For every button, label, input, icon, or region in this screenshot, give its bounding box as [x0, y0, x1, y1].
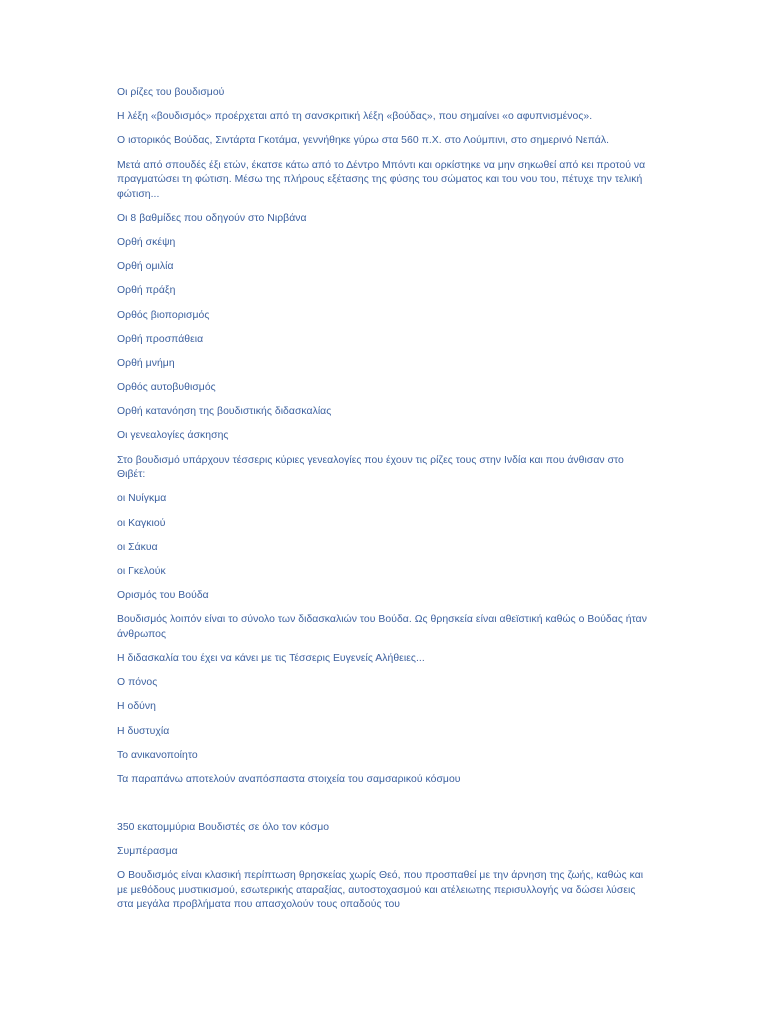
paragraph-followers: 350 εκατομμύρια Βουδιστές σε όλο τον κόσμο	[117, 822, 330, 834]
heading-conclusion: Συμπέρασμα	[117, 846, 178, 858]
heading-eightfold-path: Οι 8 βαθμίδες που οδηγούν στο Νιρβάνα	[117, 212, 307, 224]
list-item-truth-4: Το ανικανοποίητο	[117, 749, 198, 761]
list-item-lineage-1: οι Νυίγκμα	[117, 493, 167, 505]
list-item-lineage-4: οι Γκελούκ	[117, 565, 166, 577]
list-item-path-8: Ορθή κατανόηση της βουδιστικής διδασκαλίας	[117, 406, 332, 418]
empty-line	[117, 797, 647, 821]
paragraph-noble-truths: Η διδασκαλία του έχει να κάνει με τις Τέσσερις Ευγενείς Αλήθειες...	[117, 652, 425, 664]
list-item-lineage-2: οι Καγκιού	[117, 517, 166, 529]
paragraph-samsara: Τα παραπάνω αποτελούν αναπόσπαστα στοιχεία του σαμσαρικού κόσμου	[117, 773, 461, 785]
list-item-truth-1: Ο πόνος	[117, 677, 158, 689]
list-item-path-5: Ορθή προσπάθεια	[117, 333, 204, 345]
list-item-path-1: Ορθή σκέψη	[117, 236, 176, 248]
paragraph-conclusion: Ο Βουδισμός είναι κλασική περίπτωση θρησκείας χωρίς Θεό, που προσπαθεί με την άρνηση της ζωής, καθώς και με μεθόδους μυστικισμού, εσωτερικής αταραξίας, αυτοστοχασμού και ατέλειωτης περισυλλογής να δώσει λύσεις στα μεγάλα προβλήματα που απασχολούν τους οπαδούς του	[117, 870, 644, 911]
list-item-path-7: Ορθός αυτοβυθισμός	[117, 382, 216, 394]
list-item-path-2: Ορθή ομιλία	[117, 261, 174, 273]
heading-definition: Ορισμός του Βούδα	[117, 590, 209, 602]
list-item-path-3: Ορθή πράξη	[117, 285, 176, 297]
paragraph-word-origin: Η λέξη «βουδισμός» προέρχεται από τη σανσκριτική λέξη «βούδας», που σημαίνει «ο αφυπνισμένος».	[117, 111, 593, 123]
list-item-path-4: Ορθός βιοπορισμός	[117, 309, 210, 321]
list-item-lineage-3: οι Σάκυα	[117, 541, 158, 553]
list-item-path-6: Ορθή μνήμη	[117, 357, 175, 369]
heading-lineages: Οι γενεαλογίες άσκησης	[117, 430, 229, 442]
heading-roots: Οι ρίζες του βουδισμού	[117, 87, 225, 98]
paragraph-historical-buddha: Ο ιστορικός Βούδας, Σιντάρτα Γκοτάμα, γεννήθηκε γύρω στα 560 π.Χ. στο Λούμπινι, στο σημερινό Νεπάλ.	[117, 135, 610, 147]
paragraph-lineages: Στο βουδισμό υπάρχουν τέσσερις κύριες γενεαλογίες που έχουν τις ρίζες τους στην Ινδία και που άνθισαν στο Θιβέτ:	[117, 454, 624, 481]
paragraph-enlightenment: Μετά από σπουδές έξι ετών, έκατσε κάτω από το Δέντρο Μπόντι και ορκίστηκε να μην σηκωθεί από κει προτού να πραγματώσει τη φώτιση. Μέσω της πλήρους εξέτασης της φύσης του σώματος και του νου του, πέτυχε την τελική φώτιση...	[117, 159, 646, 200]
list-item-truth-2: Η οδύνη	[117, 701, 156, 713]
document-body	[117, 86, 647, 923]
paragraph-definition: Βουδισμός λοιπόν είναι το σύνολο των διδασκαλιών του Βούδα. Ως θρησκεία είναι αθεϊστική καθώς ο Βούδας ήταν άνθρωπος	[117, 614, 647, 640]
list-item-truth-3: Η δυστυχία	[117, 725, 170, 737]
